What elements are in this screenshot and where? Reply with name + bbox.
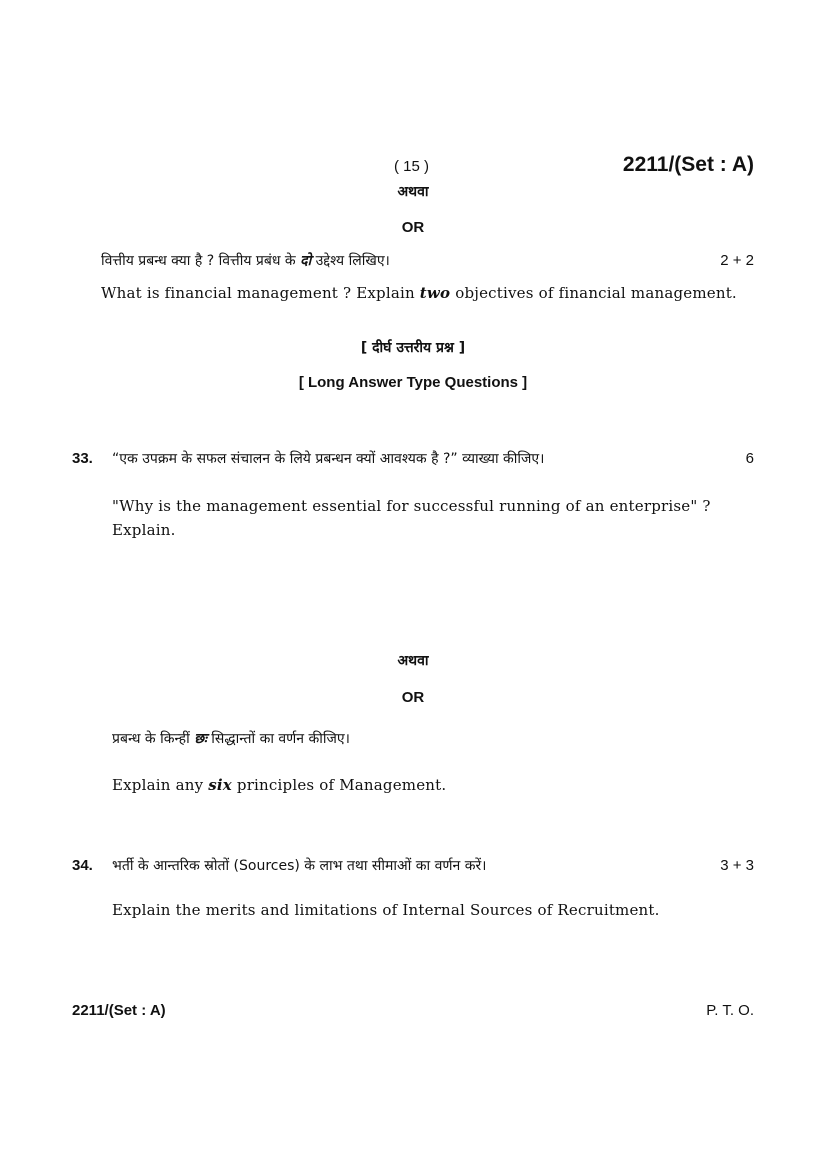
marks: 3 + 3 xyxy=(720,857,754,874)
question-english: Explain the merits and limitations of Internal Sources of Recruitment. xyxy=(112,901,660,919)
or-label: OR xyxy=(401,689,425,706)
question-english: Explain any six principles of Management. xyxy=(112,776,447,794)
athva-label: अथवा xyxy=(397,184,429,200)
question-number: 33. xyxy=(72,450,93,467)
section-title-english: [ Long Answer Type Questions ] xyxy=(298,374,528,391)
question-english: "Why is the management essential for successful running of an enterprise" ? xyxy=(112,497,711,515)
paper-code-header: 2211/(Set : A) xyxy=(622,153,754,176)
marks: 6 xyxy=(745,450,754,467)
paper-code-footer: 2211/(Set : A) xyxy=(72,1002,166,1019)
marks: 2 + 2 xyxy=(720,252,754,269)
question-hindi: प्रबन्ध के किन्हीं छः सिद्धान्तों का वर्णन कीजिए। xyxy=(112,731,350,747)
pto-label: P. T. O. xyxy=(706,1002,754,1019)
question-hindi: “एक उपक्रम के सफल संचालन के लिये प्रबन्धन क्यों आवश्यक है ?” व्याख्या कीजिए। xyxy=(112,451,545,467)
question-english: What is financial management ? Explain two objectives of financial management. xyxy=(101,284,737,302)
question-hindi: भर्ती के आन्तरिक स्रोतों (Sources) के लाभ तथा सीमाओं का वर्णन करें। xyxy=(112,858,487,874)
page-number: ( 15 ) xyxy=(394,158,430,175)
question-hindi: वित्तीय प्रबन्ध क्या है ? वित्तीय प्रबंध के दो उद्देश्य लिखिए। xyxy=(101,253,390,269)
section-title-hindi: [ दीर्घ उत्तरीय प्रश्न ] xyxy=(360,340,466,356)
or-label: OR xyxy=(401,219,425,236)
athva-label: अथवा xyxy=(397,653,429,669)
question-number: 34. xyxy=(72,857,93,874)
question-english: Explain. xyxy=(112,521,176,539)
